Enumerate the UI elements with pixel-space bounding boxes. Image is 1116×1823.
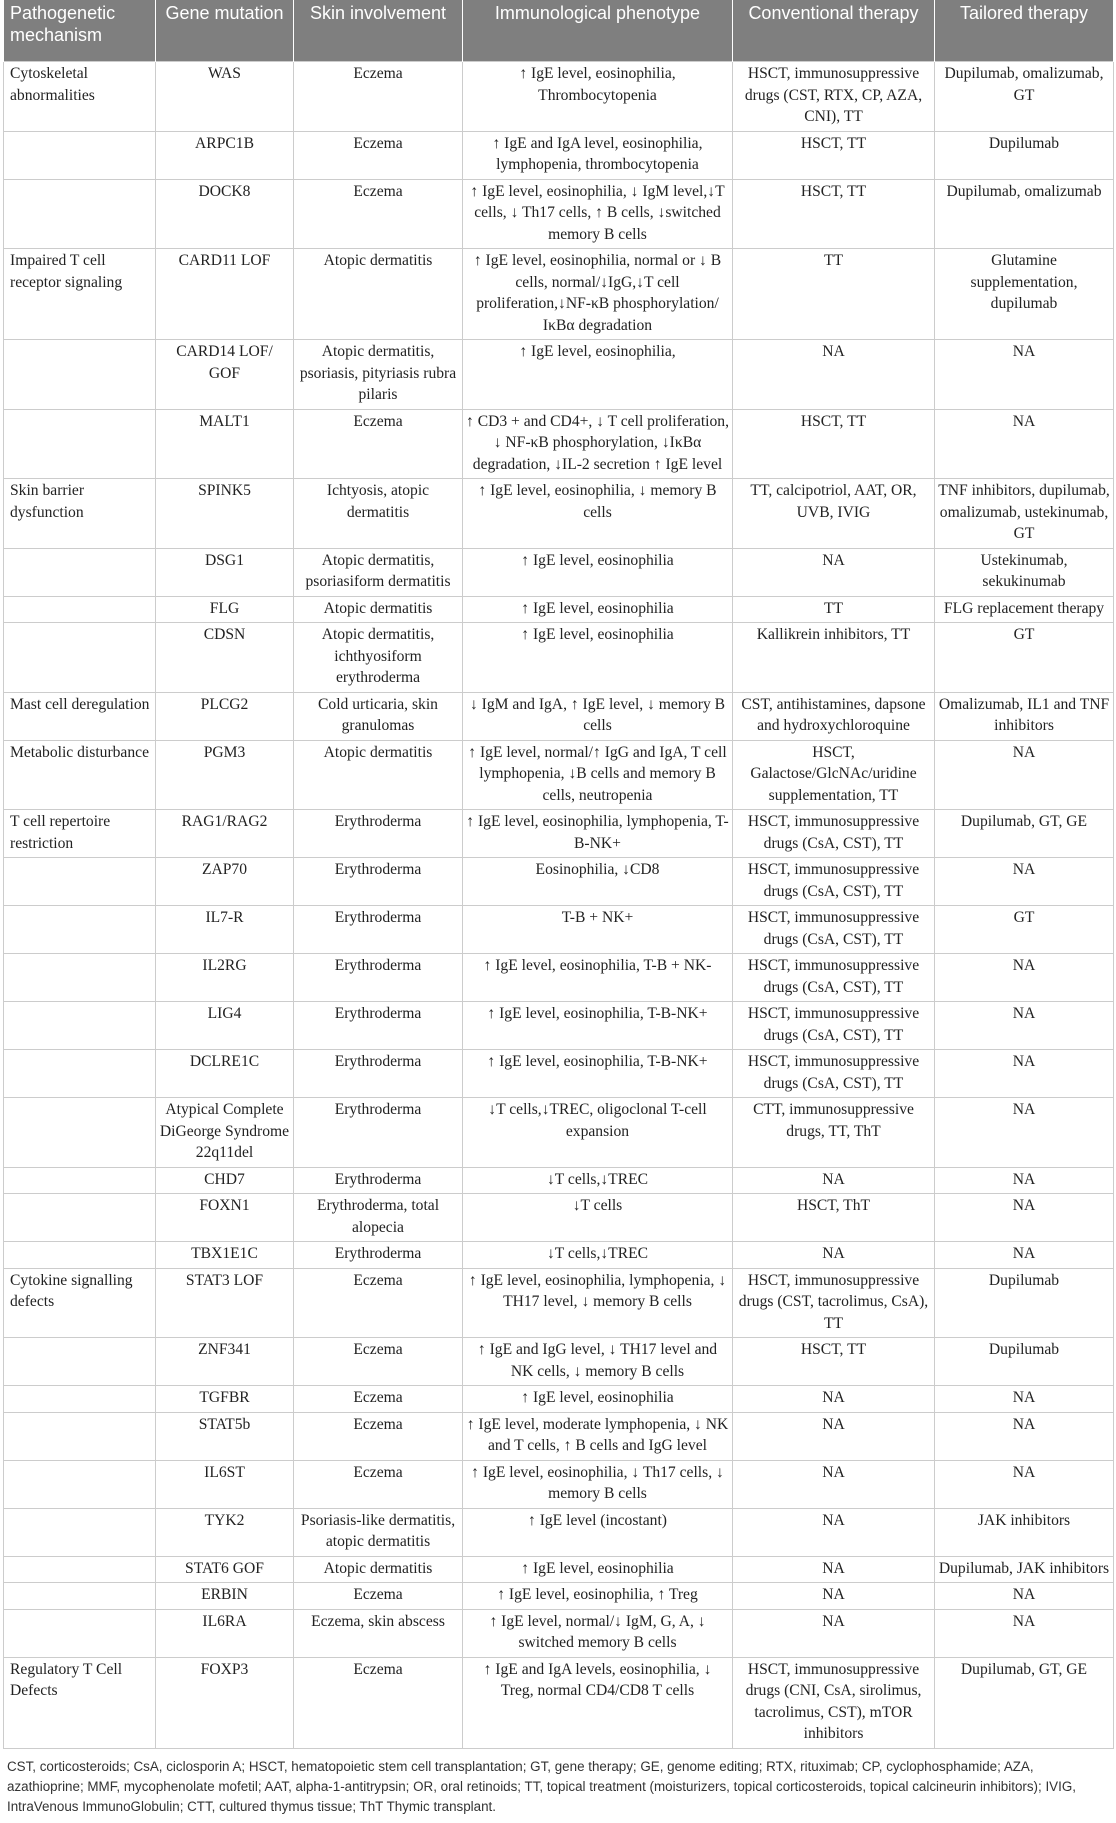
conventional-therapy-cell: HSCT, ThT <box>733 1194 935 1242</box>
conventional-therapy-cell: HSCT, immunosuppressive drugs (CsA, CST), TT <box>733 1002 935 1050</box>
mechanism-cell <box>4 1194 156 1242</box>
skin-involvement-cell: Eczema <box>294 1268 463 1338</box>
skin-involvement-cell: Atopic dermatitis, psoriasiform dermatitis <box>294 548 463 596</box>
mechanism-cell <box>4 1412 156 1460</box>
gene-cell: PLCG2 <box>156 692 294 740</box>
skin-involvement-cell: Erythroderma <box>294 1002 463 1050</box>
gene-cell: IL6ST <box>156 1460 294 1508</box>
skin-involvement-cell: Eczema <box>294 1338 463 1386</box>
table-row <box>4 906 1114 954</box>
tailored-therapy-cell: NA <box>935 1050 1114 1098</box>
conventional-therapy-cell: NA <box>733 1386 935 1413</box>
mechanism-cell <box>4 954 156 1002</box>
table-row <box>4 954 1114 1002</box>
table-row <box>4 1609 1114 1657</box>
phenotype-cell: ↑ IgE level, eosinophilia, ↓ memory B cells <box>463 479 733 549</box>
table-row <box>4 1386 1114 1413</box>
header-phenotype: Immunological phenotype <box>463 0 733 62</box>
skin-involvement-cell: Eczema <box>294 62 463 132</box>
phenotype-cell: ↓ IgM and IgA, ↑ IgE level, ↓ memory B cells <box>463 692 733 740</box>
tailored-therapy-cell: NA <box>935 954 1114 1002</box>
mechanism-cell <box>4 1242 156 1269</box>
therapy-table <box>3 0 1114 1749</box>
table-row <box>4 62 1114 132</box>
tailored-therapy-cell: Dupilumab <box>935 131 1114 179</box>
phenotype-cell: ↑ IgE level, eosinophilia, lymphopenia, ↓ TH17 level, ↓ memory B cells <box>463 1268 733 1338</box>
conventional-therapy-cell: HSCT, immunosuppressive drugs (CST, tacrolimus, CsA), TT <box>733 1268 935 1338</box>
conventional-therapy-cell: TT, calcipotriol, AAT, OR, UVB, IVIG <box>733 479 935 549</box>
gene-cell: IL6RA <box>156 1609 294 1657</box>
skin-involvement-cell: Atopic dermatitis, psoriasis, pityriasis rubra pilaris <box>294 340 463 410</box>
phenotype-cell: ↑ IgE level, eosinophilia, ↑ Treg <box>463 1583 733 1610</box>
conventional-therapy-cell: HSCT, TT <box>733 409 935 479</box>
skin-involvement-cell: Eczema <box>294 1386 463 1413</box>
mechanism-cell <box>4 1609 156 1657</box>
table-row <box>4 1657 1114 1748</box>
conventional-therapy-cell: NA <box>733 1583 935 1610</box>
conventional-therapy-cell: Kallikrein inhibitors, TT <box>733 623 935 693</box>
table-row <box>4 1583 1114 1610</box>
mechanism-cell <box>4 1556 156 1583</box>
conventional-therapy-cell: HSCT, TT <box>733 179 935 249</box>
gene-cell: ERBIN <box>156 1583 294 1610</box>
mechanism-cell <box>4 906 156 954</box>
mechanism-cell <box>4 1338 156 1386</box>
skin-involvement-cell: Eczema <box>294 409 463 479</box>
gene-cell: Atypical Complete DiGeorge Syndrome 22q11del <box>156 1098 294 1168</box>
gene-cell: IL2RG <box>156 954 294 1002</box>
skin-involvement-cell: Eczema, skin abscess <box>294 1609 463 1657</box>
table-row <box>4 1242 1114 1269</box>
tailored-therapy-cell: NA <box>935 1002 1114 1050</box>
skin-involvement-cell: Erythroderma <box>294 1098 463 1168</box>
table-row <box>4 1268 1114 1338</box>
conventional-therapy-cell: HSCT, TT <box>733 131 935 179</box>
tailored-therapy-cell: Dupilumab, JAK inhibitors <box>935 1556 1114 1583</box>
mechanism-cell <box>4 623 156 693</box>
phenotype-cell: ↑ IgE and IgA levels, eosinophilia, ↓ Treg, normal CD4/CD8 T cells <box>463 1657 733 1748</box>
header-mechanism: Pathogenetic mechanism <box>4 0 156 62</box>
gene-cell: TGFBR <box>156 1386 294 1413</box>
gene-cell: LIG4 <box>156 1002 294 1050</box>
table-row <box>4 596 1114 623</box>
phenotype-cell: ↓T cells <box>463 1194 733 1242</box>
skin-involvement-cell: Erythroderma <box>294 1242 463 1269</box>
skin-involvement-cell: Erythroderma <box>294 1050 463 1098</box>
mechanism-cell <box>4 340 156 410</box>
conventional-therapy-cell: NA <box>733 1508 935 1556</box>
conventional-therapy-cell: HSCT, immunosuppressive drugs (CsA, CST), TT <box>733 906 935 954</box>
phenotype-cell: ↓T cells,↓TREC <box>463 1242 733 1269</box>
skin-involvement-cell: Atopic dermatitis <box>294 1556 463 1583</box>
skin-involvement-cell: Eczema <box>294 1583 463 1610</box>
gene-cell: FLG <box>156 596 294 623</box>
phenotype-cell: ↑ IgE level, eosinophilia <box>463 548 733 596</box>
tailored-therapy-cell: GT <box>935 623 1114 693</box>
table-row <box>4 1002 1114 1050</box>
header-gene: Gene mutation <box>156 0 294 62</box>
table-row <box>4 1098 1114 1168</box>
table-row <box>4 131 1114 179</box>
conventional-therapy-cell: CTT, immunosuppressive drugs, TT, ThT <box>733 1098 935 1168</box>
gene-cell: DCLRE1C <box>156 1050 294 1098</box>
conventional-therapy-cell: NA <box>733 548 935 596</box>
phenotype-cell: ↑ IgE level, eosinophilia, ↓ Th17 cells, ↓ memory B cells <box>463 1460 733 1508</box>
table-row <box>4 1167 1114 1194</box>
phenotype-cell: ↑ IgE level, eosinophilia <box>463 1386 733 1413</box>
phenotype-cell: ↑ IgE level, eosinophilia, lymphopenia, T-B-NK+ <box>463 810 733 858</box>
table-row <box>4 479 1114 549</box>
gene-cell: ZAP70 <box>156 858 294 906</box>
document <box>3 0 1113 1817</box>
conventional-therapy-cell: NA <box>733 1460 935 1508</box>
mechanism-cell <box>4 1002 156 1050</box>
skin-involvement-cell: Erythroderma, total alopecia <box>294 1194 463 1242</box>
skin-involvement-cell: Erythroderma <box>294 1167 463 1194</box>
skin-involvement-cell: Ichtyosis, atopic dermatitis <box>294 479 463 549</box>
gene-cell: ARPC1B <box>156 131 294 179</box>
table-row <box>4 810 1114 858</box>
skin-involvement-cell: Eczema <box>294 1460 463 1508</box>
table-row <box>4 548 1114 596</box>
conventional-therapy-cell: HSCT, TT <box>733 1338 935 1386</box>
phenotype-cell: ↓T cells,↓TREC, oligoclonal T-cell expansion <box>463 1098 733 1168</box>
conventional-therapy-cell: NA <box>733 1167 935 1194</box>
phenotype-cell: ↑ IgE level, eosinophilia, T-B + NK- <box>463 954 733 1002</box>
conventional-therapy-cell: HSCT, immunosuppressive drugs (CsA, CST), TT <box>733 1050 935 1098</box>
tailored-therapy-cell: Ustekinumab, sekukinumab <box>935 548 1114 596</box>
phenotype-cell: ↑ IgE and IgA level, eosinophilia, lymphopenia, thrombocytopenia <box>463 131 733 179</box>
tailored-therapy-cell: NA <box>935 340 1114 410</box>
gene-cell: RAG1/RAG2 <box>156 810 294 858</box>
phenotype-cell: ↑ IgE level (incostant) <box>463 1508 733 1556</box>
mechanism-cell <box>4 596 156 623</box>
phenotype-cell: ↑ IgE level, eosinophilia <box>463 596 733 623</box>
conventional-therapy-cell: HSCT, immunosuppressive drugs (CsA, CST), TT <box>733 954 935 1002</box>
skin-involvement-cell: Eczema <box>294 179 463 249</box>
header-conventional: Conventional therapy <box>733 0 935 62</box>
tailored-therapy-cell: Glutamine supplementation, dupilumab <box>935 249 1114 340</box>
skin-involvement-cell: Eczema <box>294 1412 463 1460</box>
skin-involvement-cell: Psoriasis-like dermatitis, atopic dermatitis <box>294 1508 463 1556</box>
conventional-therapy-cell: HSCT, immunosuppressive drugs (CsA, CST), TT <box>733 810 935 858</box>
conventional-therapy-cell: HSCT, immunosuppressive drugs (CST, RTX, CP, AZA, CNI), TT <box>733 62 935 132</box>
tailored-therapy-cell: NA <box>935 1412 1114 1460</box>
mechanism-cell <box>4 1460 156 1508</box>
mechanism-cell <box>4 1583 156 1610</box>
tailored-therapy-cell: GT <box>935 906 1114 954</box>
gene-cell: TBX1E1C <box>156 1242 294 1269</box>
conventional-therapy-cell: NA <box>733 1412 935 1460</box>
tailored-therapy-cell: NA <box>935 1242 1114 1269</box>
mechanism-cell <box>4 858 156 906</box>
gene-cell: DOCK8 <box>156 179 294 249</box>
tailored-therapy-cell: NA <box>935 1194 1114 1242</box>
tailored-therapy-cell: Omalizumab, IL1 and TNF inhibitors <box>935 692 1114 740</box>
phenotype-cell: ↑ IgE level, normal/↑ IgG and IgA, T cell lymphopenia, ↓B cells and memory B cells, neutropenia <box>463 740 733 810</box>
gene-cell: FOXP3 <box>156 1657 294 1748</box>
mechanism-cell <box>4 1098 156 1168</box>
conventional-therapy-cell: TT <box>733 249 935 340</box>
conventional-therapy-cell: NA <box>733 1556 935 1583</box>
conventional-therapy-cell: HSCT, immunosuppressive drugs (CsA, CST), TT <box>733 858 935 906</box>
tailored-therapy-cell: Dupilumab <box>935 1338 1114 1386</box>
skin-involvement-cell: Cold urticaria, skin granulomas <box>294 692 463 740</box>
conventional-therapy-cell: CST, antihistamines, dapsone and hydroxychloroquine <box>733 692 935 740</box>
gene-cell: STAT5b <box>156 1412 294 1460</box>
phenotype-cell: ↑ IgE level, moderate lymphopenia, ↓ NK and T cells, ↑ B cells and IgG level <box>463 1412 733 1460</box>
mechanism-cell <box>4 1386 156 1413</box>
gene-cell: MALT1 <box>156 409 294 479</box>
table-row <box>4 1556 1114 1583</box>
mechanism-cell <box>4 1508 156 1556</box>
mechanism-cell: Cytokine signalling defects <box>4 1268 156 1338</box>
phenotype-cell: T-B + NK+ <box>463 906 733 954</box>
header-skin: Skin involvement <box>294 0 463 62</box>
tailored-therapy-cell: FLG replacement therapy <box>935 596 1114 623</box>
phenotype-cell: ↑ CD3 + and CD4+, ↓ T cell proliferation, ↓ NF-κB phosphorylation, ↓IκBα degradation, ↓IL-2 secretion ↑ IgE level <box>463 409 733 479</box>
mechanism-cell <box>4 409 156 479</box>
table-row <box>4 692 1114 740</box>
tailored-therapy-cell: Dupilumab, GT, GE <box>935 1657 1114 1748</box>
phenotype-cell: Eosinophilia, ↓CD8 <box>463 858 733 906</box>
phenotype-cell: ↑ IgE and IgG level, ↓ TH17 level and NK cells, ↓ memory B cells <box>463 1338 733 1386</box>
skin-involvement-cell: Atopic dermatitis <box>294 596 463 623</box>
conventional-therapy-cell: NA <box>733 1609 935 1657</box>
table-row <box>4 179 1114 249</box>
phenotype-cell: ↑ IgE level, eosinophilia <box>463 623 733 693</box>
table-row <box>4 249 1114 340</box>
skin-involvement-cell: Erythroderma <box>294 906 463 954</box>
tailored-therapy-cell: NA <box>935 409 1114 479</box>
table-header-row <box>4 0 1114 62</box>
header-tailored: Tailored therapy <box>935 0 1114 62</box>
table-row <box>4 1050 1114 1098</box>
tailored-therapy-cell: Dupilumab, omalizumab <box>935 179 1114 249</box>
skin-involvement-cell: Atopic dermatitis <box>294 249 463 340</box>
table-row <box>4 1508 1114 1556</box>
skin-involvement-cell: Erythroderma <box>294 954 463 1002</box>
tailored-therapy-cell: TNF inhibitors, dupilumab, omalizumab, ustekinumab, GT <box>935 479 1114 549</box>
table-row <box>4 409 1114 479</box>
gene-cell: FOXN1 <box>156 1194 294 1242</box>
gene-cell: DSG1 <box>156 548 294 596</box>
conventional-therapy-cell: NA <box>733 340 935 410</box>
gene-cell: STAT3 LOF <box>156 1268 294 1338</box>
skin-involvement-cell: Erythroderma <box>294 810 463 858</box>
phenotype-cell: ↑ IgE level, normal/↓ IgM, G, A, ↓ switched memory B cells <box>463 1609 733 1657</box>
conventional-therapy-cell: NA <box>733 1242 935 1269</box>
conventional-therapy-cell: HSCT, Galactose/GlcNAc/uridine supplementation, TT <box>733 740 935 810</box>
mechanism-cell: Metabolic disturbance <box>4 740 156 810</box>
gene-cell: ZNF341 <box>156 1338 294 1386</box>
phenotype-cell: ↑ IgE level, eosinophilia <box>463 1556 733 1583</box>
tailored-therapy-cell: NA <box>935 740 1114 810</box>
table-row <box>4 1194 1114 1242</box>
mechanism-cell <box>4 1167 156 1194</box>
tailored-therapy-cell: NA <box>935 1609 1114 1657</box>
gene-cell: CARD11 LOF <box>156 249 294 340</box>
gene-cell: WAS <box>156 62 294 132</box>
tailored-therapy-cell: NA <box>935 1167 1114 1194</box>
skin-involvement-cell: Eczema <box>294 131 463 179</box>
gene-cell: CARD14 LOF/ GOF <box>156 340 294 410</box>
mechanism-cell: T cell repertoire restriction <box>4 810 156 858</box>
phenotype-cell: ↑ IgE level, eosinophilia, ↓ IgM level,↓T cells, ↓ Th17 cells, ↑ B cells, ↓switched memory B cells <box>463 179 733 249</box>
mechanism-cell: Cytoskeletal abnormalities <box>4 62 156 132</box>
skin-involvement-cell: Erythroderma <box>294 858 463 906</box>
table-row <box>4 1338 1114 1386</box>
gene-cell: CDSN <box>156 623 294 693</box>
gene-cell: CHD7 <box>156 1167 294 1194</box>
table-row <box>4 740 1114 810</box>
phenotype-cell: ↑ IgE level, eosinophilia, T-B-NK+ <box>463 1002 733 1050</box>
skin-involvement-cell: Eczema <box>294 1657 463 1748</box>
conventional-therapy-cell: TT <box>733 596 935 623</box>
phenotype-cell: ↑ IgE level, eosinophilia, normal or ↓ B cells, normal/↓IgG,↓T cell proliferation,↓NF-κB phosphorylation/ IκBα degradation <box>463 249 733 340</box>
table-row <box>4 1412 1114 1460</box>
phenotype-cell: ↓T cells,↓TREC <box>463 1167 733 1194</box>
table-body <box>4 62 1114 1749</box>
skin-involvement-cell: Atopic dermatitis <box>294 740 463 810</box>
tailored-therapy-cell: NA <box>935 1098 1114 1168</box>
tailored-therapy-cell: NA <box>935 858 1114 906</box>
mechanism-cell <box>4 1050 156 1098</box>
mechanism-cell: Skin barrier dysfunction <box>4 479 156 549</box>
tailored-therapy-cell: JAK inhibitors <box>935 1508 1114 1556</box>
mechanism-cell: Mast cell deregulation <box>4 692 156 740</box>
tailored-therapy-cell: Dupilumab, GT, GE <box>935 810 1114 858</box>
tailored-therapy-cell: NA <box>935 1460 1114 1508</box>
phenotype-cell: ↑ IgE level, eosinophilia, Thrombocytopenia <box>463 62 733 132</box>
table-footnote: CST, corticosteroids; CsA, ciclosporin A; HSCT, hematopoietic stem cell transplantation; GT, gene therapy; GE, genome editing; RTX, rituximab; CP, cyclophosphamide; AZA, azathioprine; MMF, mycophenolate mofetil; AAT, alpha-1-antitrypsin; OR, oral retinoids; TT, topical treatment (moisturizers, topical corticosteroids, topical calcineurin inhibitors); IVIG, IntraVenous ImmunoGlobulin; CTT, cultured thymus tissue; ThT Thymic transplant. <box>7 1758 1076 1814</box>
gene-cell: SPINK5 <box>156 479 294 549</box>
conventional-therapy-cell: HSCT, immunosuppressive drugs (CNI, CsA, sirolimus, tacrolimus, CST), mTOR inhibitors <box>733 1657 935 1748</box>
gene-cell: PGM3 <box>156 740 294 810</box>
table-row <box>4 340 1114 410</box>
gene-cell: TYK2 <box>156 1508 294 1556</box>
mechanism-cell: Regulatory T Cell Defects <box>4 1657 156 1748</box>
tailored-therapy-cell: NA <box>935 1386 1114 1413</box>
mechanism-cell <box>4 548 156 596</box>
mechanism-cell <box>4 131 156 179</box>
tailored-therapy-cell: Dupilumab <box>935 1268 1114 1338</box>
skin-involvement-cell: Atopic dermatitis, ichthyosiform erythroderma <box>294 623 463 693</box>
tailored-therapy-cell: NA <box>935 1583 1114 1610</box>
gene-cell: STAT6 GOF <box>156 1556 294 1583</box>
gene-cell: IL7-R <box>156 906 294 954</box>
mechanism-cell <box>4 179 156 249</box>
tailored-therapy-cell: Dupilumab, omalizumab, GT <box>935 62 1114 132</box>
phenotype-cell: ↑ IgE level, eosinophilia, <box>463 340 733 410</box>
table-row <box>4 623 1114 693</box>
phenotype-cell: ↑ IgE level, eosinophilia, T-B-NK+ <box>463 1050 733 1098</box>
table-row <box>4 858 1114 906</box>
table-row <box>4 1460 1114 1508</box>
mechanism-cell: Impaired T cell receptor signaling <box>4 249 156 340</box>
